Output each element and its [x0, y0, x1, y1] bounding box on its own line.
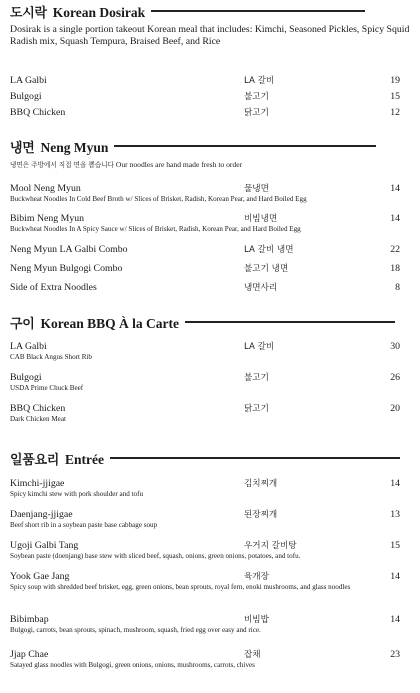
item-price: 14: [390, 614, 400, 625]
item-name-ko: 불고기: [244, 373, 269, 383]
item-name-ko: 물냉면: [244, 184, 269, 194]
item-name-ko: 잡채: [244, 650, 261, 660]
item-name: BBQ Chicken: [10, 107, 66, 118]
item-price: 30: [390, 341, 400, 352]
item-name: Bulgogi: [10, 91, 42, 102]
item-name-ko: 육개장: [244, 572, 269, 582]
item-price: 8: [395, 282, 400, 293]
item-name: Neng Myun Bulgogi Combo: [10, 263, 123, 274]
item-description: Beef short rib in a soybean paste base cabbage soup: [10, 521, 158, 529]
item-name-ko: 된장찌개: [244, 510, 278, 520]
item-name-ko: 불고기 냉면: [244, 264, 289, 274]
item-name: LA Galbi: [10, 341, 47, 352]
item-price: 14: [390, 213, 400, 224]
item-name: Mool Neng Myun: [10, 183, 81, 194]
item-price: 12: [390, 107, 400, 118]
item-price: 19: [390, 75, 400, 86]
item-description: Dark Chicken Meat: [10, 415, 66, 423]
section-heading-neng-myun: [10, 137, 376, 155]
item-name-ko: 냉면사리: [244, 283, 278, 293]
section-title-en: Neng Myun: [40, 139, 109, 155]
item-description: Bulgogi, carrots, bean sprouts, spinach, mushroom, squash, fried egg over easy and rice.: [10, 626, 261, 634]
section-divider: [151, 10, 365, 12]
item-price: 22: [390, 244, 400, 255]
item-description: USDA Prime Chuck Beef: [10, 384, 84, 392]
section-title-ko: 도시락: [10, 5, 47, 21]
item-name: BBQ Chicken: [10, 403, 66, 414]
item-description: Buckwheat Noodles In A Spicy Sauce w/ Slices of Brisket, Radish, Korean Pear, and Hard Boiled Egg: [10, 225, 301, 233]
section-heading-bbq: [10, 313, 395, 331]
item-name-ko: LA 갈비 냉면: [244, 245, 294, 255]
dosirak-intro: Dosirak is a single portion takeout Korean meal that includes: Kimchi, Seasoned Pickles, Spicy Squid Radish mix, Squash Tempura, Braised Beef, and Rice: [10, 24, 410, 47]
item-name: Jjap Chae: [10, 649, 49, 660]
item-name: Side of Extra Noodles: [10, 282, 97, 293]
section-title-en: Korean Dosirak: [52, 4, 146, 20]
item-price: 15: [390, 91, 400, 102]
item-price: 14: [390, 571, 400, 582]
section-title-ko: 냉면: [10, 140, 35, 156]
item-price: 18: [390, 263, 400, 274]
item-price: 20: [390, 403, 400, 414]
item-name: Neng Myun LA Galbi Combo: [10, 244, 128, 255]
section-heading-dosirak: [10, 2, 365, 20]
item-description: Spicy kimchi stew with pork shoulder and tofu: [10, 490, 143, 498]
item-price: 15: [390, 540, 400, 551]
section-title-en: Entrée: [65, 451, 105, 467]
item-name-ko: 닭고기: [244, 404, 269, 414]
item-name: Bibimbap: [10, 614, 49, 625]
item-name-ko: 닭고기: [244, 108, 269, 118]
section-divider: [185, 321, 395, 323]
item-name: Yook Gae Jang: [10, 571, 70, 582]
item-price: 26: [390, 372, 400, 383]
item-price: 14: [390, 478, 400, 489]
item-name: Daenjang-jjigae: [10, 509, 73, 520]
item-description: CAB Black Angus Short Rib: [10, 353, 92, 361]
note-en: Our noodles are hand made fresh to order: [115, 160, 243, 169]
item-price: 13: [390, 509, 400, 520]
item-name-ko: LA 갈비: [244, 342, 275, 352]
item-name: LA Galbi: [10, 75, 47, 86]
section-title-ko: 구이: [10, 316, 35, 332]
item-name: Ugoji Galbi Tang: [10, 540, 79, 551]
item-description: Spicy soup with shredded beef brisket, egg, green onions, bean sprouts, royal fern, enoki mushrooms, and glass noodles: [10, 583, 351, 591]
item-price: 14: [390, 183, 400, 194]
section-divider: [114, 145, 376, 147]
item-name-ko: 우거지 갈비탕: [244, 541, 297, 551]
item-description: Buckwheat Noodles In Cold Beef Broth w/ Slices of Brisket, Radish, Korean Pear, and Hard Boiled Egg: [10, 195, 307, 203]
item-name-ko: 김치찌개: [244, 479, 278, 489]
item-description: Soybean paste (doenjang) base stew with sliced beef, squash, onions, green onions, potatoes, and tofu.: [10, 552, 301, 560]
item-name-ko: 비빔밥: [244, 615, 269, 625]
section-divider: [110, 457, 400, 459]
note-ko: 냉면은 주방에서 직접 면을 뽑습니다: [10, 161, 114, 169]
item-price: 23: [390, 649, 400, 660]
item-name-ko: 불고기: [244, 92, 269, 102]
item-name: Kimchi-jjigae: [10, 478, 65, 489]
item-description: Satayed glass noodles with Bulgogi, green onions, onions, mushrooms, carrots, chives: [10, 661, 255, 669]
item-name-ko: 비빔냉면: [244, 214, 278, 224]
item-name-ko: LA 갈비: [244, 76, 275, 86]
item-name: Bulgogi: [10, 372, 42, 383]
neng-myun-note: [10, 160, 410, 170]
section-heading-entree: [10, 449, 400, 467]
item-name: Bibim Neng Myun: [10, 213, 85, 224]
section-title-en: Korean BBQ À la Carte: [40, 315, 180, 331]
section-title-ko: 일품요리: [10, 452, 60, 468]
